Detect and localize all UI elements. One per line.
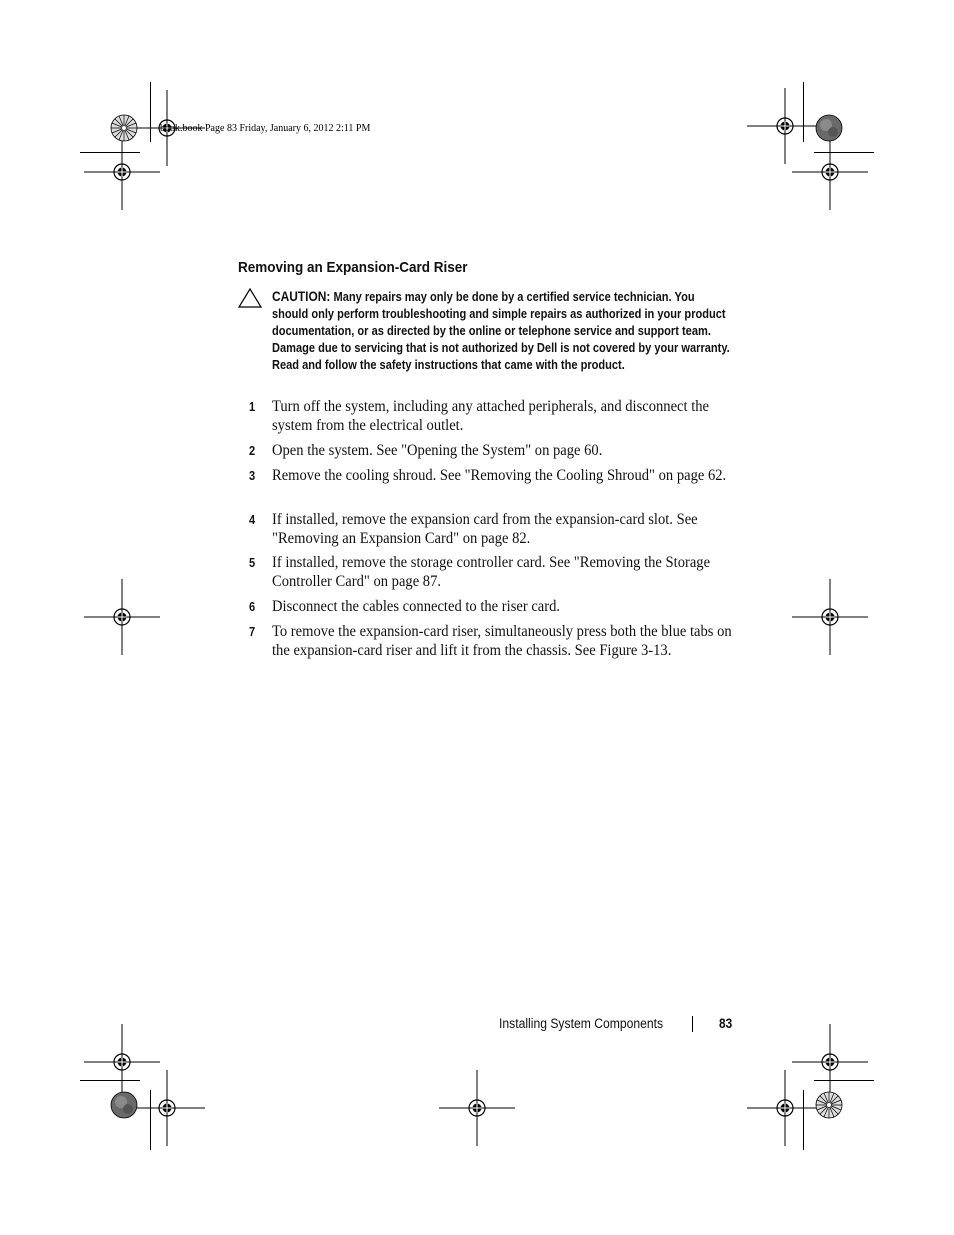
caution-triangle-icon	[238, 288, 262, 308]
step-text: To remove the expansion-card riser, simultaneously press both the blue tabs on the expansion-card riser and lift it from the chassis. See Figure 3-13.	[272, 623, 732, 659]
step-number: 5	[249, 555, 256, 570]
footer-divider	[692, 1016, 693, 1032]
step-number: 1	[249, 399, 256, 414]
caution-notice	[272, 288, 732, 374]
page-number: 83	[719, 1015, 733, 1031]
step-text: Open the system. See "Opening the System" on page 60.	[272, 442, 603, 459]
step-number: 2	[249, 443, 256, 458]
caution-label: CAUTION:	[272, 289, 331, 304]
caution-text: Many repairs may only be done by a certified service technician. You should only perform troubleshooting and simple repairs as authorized in your product documentation, or as directed by the online or telephone service and support team. Damage due to servicing that is not authorized by Dell is not covered by your warranty. Read and follow the safety instructions that came with the product.	[272, 290, 730, 373]
step-text: If installed, remove the expansion card from the expansion-card slot. See "Removing an Expansion Card" on page 82.	[272, 511, 698, 547]
step-number: 3	[249, 468, 256, 483]
step-text: If installed, remove the storage controller card. See "Removing the Storage Controller Card" on page 87.	[272, 554, 711, 590]
step-text: Turn off the system, including any attached peripherals, and disconnect the system from the electrical outlet.	[272, 398, 709, 434]
print-slug: book.book Page 83 Friday, January 6, 2012 2:11 PM	[160, 123, 371, 134]
step-text: Remove the cooling shroud. See "Removing the Cooling Shroud" on page 62.	[272, 467, 727, 484]
footer-section-title: Installing System Components	[499, 1016, 664, 1031]
step-number: 7	[249, 624, 256, 639]
step-number: 6	[249, 599, 256, 614]
step-number: 4	[249, 512, 256, 527]
section-heading: Removing an Expansion-Card Riser	[238, 259, 468, 276]
step-text: Disconnect the cables connected to the riser card.	[272, 598, 561, 615]
